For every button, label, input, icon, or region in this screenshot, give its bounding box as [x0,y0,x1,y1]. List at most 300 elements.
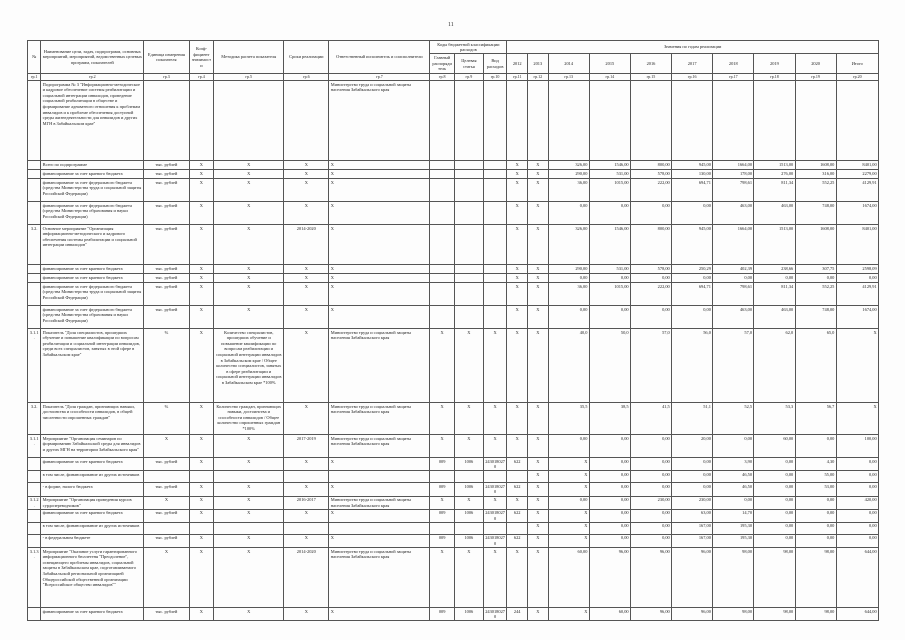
table-cell: 0,00 [672,306,713,329]
table-cell: 98,00 [795,608,836,621]
table-cell: X [214,274,284,283]
table-cell: X [548,534,589,547]
column-number: гр.9 [454,74,483,81]
table-cell [454,283,483,306]
table-cell: 2014-2020 [284,225,329,265]
table-cell: 3,90 [713,458,754,471]
table-cell: Министерство труда и социальной защиты населения Забайкальского края [329,435,430,458]
row-label: Подпрограмма № 3 "Информационно-методическое и кадровое обеспечение системы реабилитации и социальной интеграции инвалидов, проведение социальной реабилитации в обществе и формирование адекватного отношения к проблемам инвалидов и к проблеме обеспечения доступной среды жизнедеятельности для инвалидов и других МГН в Забайкальском крае" [41,81,144,161]
table-cell: 622 [507,534,528,547]
table-cell [483,522,507,534]
table-cell: X [507,225,528,265]
header-name: Наименование цели, задач, подпрограмм, основных мероприятий, мероприятий, ведомственных целевых программ, показателей [41,41,144,74]
table-row [28,283,879,306]
program-table [27,40,879,621]
table-cell: 0,00 [630,458,671,471]
table-cell: 0,00 [836,471,878,483]
table-cell: 20,00 [672,435,713,458]
table-cell: X [528,225,549,265]
table-cell [430,283,455,306]
table-cell: 0,00 [754,483,795,496]
column-number: гр.8 [430,74,455,81]
table-cell: X [284,329,329,403]
column-number: гр.18 [754,74,795,81]
table-cell: 1608,00 [795,161,836,170]
table-cell: X [548,608,589,621]
table-cell [28,458,41,471]
table-cell: X [528,265,549,274]
table-cell: Количество граждан, признающих навыки, достоинства и способности инвалидов / Общее количество опрошенных граждан *100% [214,403,284,435]
table-cell: 009 [430,483,455,496]
table-cell [214,522,284,534]
table-cell: 130,00 [672,170,713,179]
table-cell: X [548,483,589,496]
table-cell: 0,00 [672,471,713,483]
column-number: гр.10 [483,74,507,81]
table-cell: X [284,202,329,225]
table-cell: Количество специалистов, прошедших обучение и повышение квалификации по вопросам реабилитации и социальной интеграции инвалидов в Забайкальском крае / Общее количество специалистов, занятых в сфере реабилитации и социальной интеграции инвалидов в Забайкальском крае *100% [214,329,284,403]
table-cell: X [214,509,284,522]
table-cell: 4,30 [795,458,836,471]
table-cell: X [189,202,214,225]
table-cell: 945,00 [672,161,713,170]
table-cell: 100,00 [836,435,878,458]
table-cell [483,283,507,306]
table-cell: X [507,170,528,179]
table-cell: 0,00 [548,202,589,225]
table-cell: 0,00 [795,509,836,522]
table-cell: 644,00 [836,608,878,621]
table-cell [454,471,483,483]
row-label: финансирование за счет федерального бюджета (средства Министерства труда и социальной защиты Российской Федерации) [41,283,144,306]
table-cell: X [189,509,214,522]
table-cell: 0,00 [630,509,671,522]
table-cell: 60,00 [548,548,589,608]
header-year: 2020 [795,54,836,74]
table-cell: X [329,170,430,179]
table-cell: X [454,496,483,509]
table-cell: тыс. рублей [144,509,189,522]
table-cell: 36,00 [548,283,589,306]
table-cell: X [483,435,507,458]
table-cell: X [214,435,284,458]
table-cell: 531,00 [589,170,630,179]
table-cell: 8401,00 [836,225,878,265]
table-cell [189,471,214,483]
table-cell: 748,00 [795,202,836,225]
table-cell: 51,1 [672,403,713,435]
table-cell: X [528,534,549,547]
table-cell: 800,00 [630,161,671,170]
table-cell: X [189,548,214,608]
table-cell [483,81,507,161]
table-cell: X [329,458,430,471]
table-row [28,265,879,274]
column-number: гр.11 [507,74,528,81]
table-cell [28,202,41,225]
table-cell: 98,00 [754,608,795,621]
header-year: 2017 [672,54,713,74]
table-cell: 0,00 [548,274,589,283]
table-cell: 2430180270 [485,510,505,521]
table-cell: 56,7 [795,403,836,435]
table-cell: 57,0 [630,329,671,403]
table-cell: X [507,179,528,202]
table-cell: 0,00 [795,496,836,509]
table-cell: X [214,225,284,265]
table-cell: X [214,496,284,509]
table-cell: X [528,306,549,329]
table-cell: X [836,403,878,435]
table-cell: 3.1.1. [28,329,41,403]
table-cell: 694,71 [672,179,713,202]
table-cell: X [189,329,214,403]
table-cell: 1664,00 [713,161,754,170]
row-label: финансирование за счет краевого бюджета [41,458,144,471]
table-cell [507,522,528,534]
table-row [28,403,879,435]
table-cell: X [528,161,549,170]
header-year: 2015 [589,54,630,74]
table-cell: 0,00 [589,509,630,522]
table-cell: 1006 [454,509,483,522]
table-cell: X [214,170,284,179]
table-cell: 0,00 [713,496,754,509]
header-num: № [28,41,41,74]
table-cell: X [507,329,528,403]
header-budget-3: Вид расходов [483,54,507,74]
table-cell: X [284,274,329,283]
table-cell: 0,00 [630,202,671,225]
table-cell: X [189,274,214,283]
table-cell [284,522,329,534]
table-cell: 0,00 [795,435,836,458]
table-cell [430,170,455,179]
table-cell: X [548,509,589,522]
table-cell: X [284,179,329,202]
table-cell: тыс. рублей [144,483,189,496]
table-cell: X [189,458,214,471]
table-cell [189,522,214,534]
table-cell: 2016-2017 [284,496,329,509]
table-cell: тыс. рублей [144,274,189,283]
table-cell [28,161,41,170]
table-cell: 0,00 [795,534,836,547]
table-cell [28,265,41,274]
table-cell: 578,00 [630,265,671,274]
table-cell: 53,3 [754,403,795,435]
table-cell: X [284,509,329,522]
table-row [28,274,879,283]
table-cell: X [528,435,549,458]
header-values-group: Значения по годам реализации [507,41,879,54]
table-cell: X [214,534,284,547]
table-cell: 1015,00 [589,179,630,202]
table-cell: X [329,202,430,225]
table-cell: 178,00 [713,170,754,179]
table-cell: 316,00 [795,170,836,179]
header-responsible: Ответственный исполнитель и соисполнители [329,41,430,74]
table-cell: X [189,306,214,329]
table-cell: 307,75 [795,265,836,274]
table-cell: 0,00 [713,274,754,283]
table-cell: 195,30 [713,534,754,547]
column-number: гр.16 [672,74,713,81]
table-cell: X [329,161,430,170]
row-label: финансирование за счет федерального бюджета (средства Министерства труда и социальной защиты Российской Федерации) [41,179,144,202]
table-cell: 463,00 [754,202,795,225]
table-cell: 96,00 [630,608,671,621]
table-cell: 50,0 [589,329,630,403]
table-cell: 1006 [454,458,483,471]
table-cell: тыс. рублей [144,202,189,225]
column-number: гр.3 [144,74,189,81]
table-cell [836,81,878,161]
table-cell: тыс. рублей [144,265,189,274]
column-number: гр.1 [28,74,41,81]
table-cell: X [329,179,430,202]
table-cell [284,471,329,483]
row-label: Основное мероприятие "Организация информационно-методического и кадрового обеспечения системы реабилитации и социальной интеграции инвалидов" [41,225,144,265]
table-cell: 56,0 [672,329,713,403]
table-cell: 238,66 [754,265,795,274]
table-cell: 463,00 [713,306,754,329]
table-cell: Министерство труда и социальной защиты населения Забайкальского края [329,329,430,403]
table-cell: 0,00 [630,306,671,329]
table-cell: Министерство труда и социальной защиты населения Забайкальского края [329,496,430,509]
table-cell: 0,00 [589,471,630,483]
table-cell: X [284,283,329,306]
header-budget-2: Целевая статья [454,54,483,74]
table-cell: 38,5 [589,403,630,435]
table-cell: 57,0 [713,329,754,403]
table-cell: 420,00 [836,496,878,509]
table-cell: 326,00 [548,161,589,170]
table-cell: 0,00 [754,471,795,483]
table-cell: X [189,608,214,621]
table-cell: 2017-2019 [284,435,329,458]
table-cell: X [507,283,528,306]
table-cell: 552,25 [795,283,836,306]
table-cell [454,179,483,202]
row-label: Мероприятие "Организация проведения курсов сурдопереводчиков" [41,496,144,509]
table-cell: X [430,403,455,435]
table-cell [28,483,41,496]
table-cell: X [284,608,329,621]
table-cell: 945,00 [672,225,713,265]
table-cell: 1006 [454,483,483,496]
table-cell: X [329,274,430,283]
table-cell [329,522,430,534]
table-cell: 60,00 [754,435,795,458]
table-cell: 230,00 [630,496,671,509]
row-label: - в форме, налого бюджета [41,483,144,496]
table-cell: 0,00 [672,274,713,283]
table-cell: X [528,403,549,435]
column-number: гр.12 [528,74,549,81]
table-cell: X [430,548,455,608]
header-year: 2014 [548,54,589,74]
table-cell: X [189,170,214,179]
table-cell: 0,00 [795,522,836,534]
column-number: гр.7 [329,74,430,81]
table-cell: 0,00 [630,483,671,496]
table-cell: 2430180270 [485,483,505,495]
table-cell [144,81,189,161]
table-cell: тыс. рублей [144,534,189,547]
table-cell: 230,00 [672,496,713,509]
table-cell: 290,00 [548,170,589,179]
page-number: 11 [448,22,454,28]
table-cell: 009 [430,608,455,621]
table-cell: 65,0 [795,329,836,403]
table-cell: X [528,548,549,608]
table-cell: 250,29 [672,265,713,274]
table-cell: 0,00 [630,435,671,458]
table-cell: 0,00 [589,496,630,509]
table-cell: X [214,458,284,471]
column-number: гр.15 [630,74,671,81]
table-cell: X [329,483,430,496]
table-cell: X [454,403,483,435]
table-cell: X [507,161,528,170]
table-cell: X [454,548,483,608]
table-cell: X [284,265,329,274]
table-row [28,329,879,403]
table-cell: 622 [507,509,528,522]
table-cell: X [214,548,284,608]
table-cell [454,265,483,274]
table-cell [454,225,483,265]
table-cell: X [214,306,284,329]
table-cell: 622 [507,458,528,471]
table-cell: 3.2. [28,225,41,265]
table-cell [483,306,507,329]
table-cell [28,522,41,534]
table-cell: X [214,283,284,306]
table-cell: X [454,329,483,403]
table-cell: X [284,170,329,179]
header-budget-group: Коды бюджетной классификации расходов [430,41,507,54]
header-budget-1: Главный распорядитель [430,54,455,74]
table-cell: 98,00 [754,548,795,608]
table-cell: X [507,548,528,608]
table-cell: 167,00 [672,522,713,534]
table-cell: X [189,283,214,306]
table-cell: X [528,329,549,403]
table-cell [528,81,549,161]
column-number: гр.14 [589,74,630,81]
table-cell [28,170,41,179]
table-cell: 3.1.3. [28,548,41,608]
table-cell [28,306,41,329]
table-cell [430,225,455,265]
table-cell: 1513,00 [754,225,795,265]
table-cell: X [329,608,430,621]
table-cell: 96,00 [630,548,671,608]
table-cell: 8401,00 [836,161,878,170]
table-cell: 1674,00 [836,202,878,225]
table-cell: X [284,161,329,170]
table-cell: тыс. рублей [144,179,189,202]
table-cell: X [507,435,528,458]
table-cell: X [189,179,214,202]
header-year: 2019 [754,54,795,74]
table-cell [284,81,329,161]
table-cell: X [528,483,549,496]
table-cell: 36,00 [548,179,589,202]
table-cell: 009 [430,534,455,547]
table-cell: X [507,403,528,435]
table-cell [189,81,214,161]
table-cell: X [528,509,549,522]
table-cell: 811,34 [754,283,795,306]
table-cell: 2014-2020 [284,548,329,608]
table-row [28,179,879,202]
table-cell [483,202,507,225]
table-cell: 40,0 [548,329,589,403]
table-cell: 46,50 [713,471,754,483]
table-cell: 0,00 [630,534,671,547]
table-cell [329,471,430,483]
table-cell: 0,00 [836,509,878,522]
table-row [28,458,879,471]
table-cell: 0,00 [836,458,878,471]
table-cell: X [214,608,284,621]
table-cell: X [329,509,430,522]
table-cell [483,161,507,170]
table-cell: 0,00 [754,458,795,471]
table-cell [430,274,455,283]
table-cell [28,283,41,306]
table-cell [214,471,284,483]
table-cell [483,274,507,283]
table-cell: X [836,329,878,403]
table-cell: 1546,00 [589,225,630,265]
table-cell: X [189,435,214,458]
table-cell: 4129,91 [836,283,878,306]
table-cell: X [507,496,528,509]
table-cell: Министерство труда и социальной защиты населения Забайкальского края [329,403,430,435]
table-cell: 0,00 [836,534,878,547]
table-cell: X [528,471,549,483]
table-cell: Министерство труда и социальной защиты населения Забайкальского края [329,81,430,161]
table-cell: 0,00 [589,534,630,547]
table-row [28,306,879,329]
table-cell: Министерство труда и социальной защиты населения Забайкальского края [329,548,430,608]
table-cell: X [214,202,284,225]
table-row [28,161,879,170]
table-cell [483,225,507,265]
table-cell: X [329,283,430,306]
table-cell: 0,00 [589,202,630,225]
table-cell: 0,00 [589,458,630,471]
table-cell [483,179,507,202]
table-cell: 0,00 [754,274,795,283]
table-cell: 98,00 [713,608,754,621]
table-cell [713,81,754,161]
table-cell [430,522,455,534]
table-cell: 748,00 [795,306,836,329]
table-cell: 96,00 [589,548,630,608]
table-cell: 0,00 [630,274,671,283]
table-cell [454,81,483,161]
row-label: Показатель "Доля граждан, признающих навыки, достоинства и способности инвалидов, в общей численности опрошенных граждан" [41,403,144,435]
table-cell: 222,00 [630,283,671,306]
table-cell: X [548,471,589,483]
table-cell: X [548,458,589,471]
table-cell: X [483,548,507,608]
